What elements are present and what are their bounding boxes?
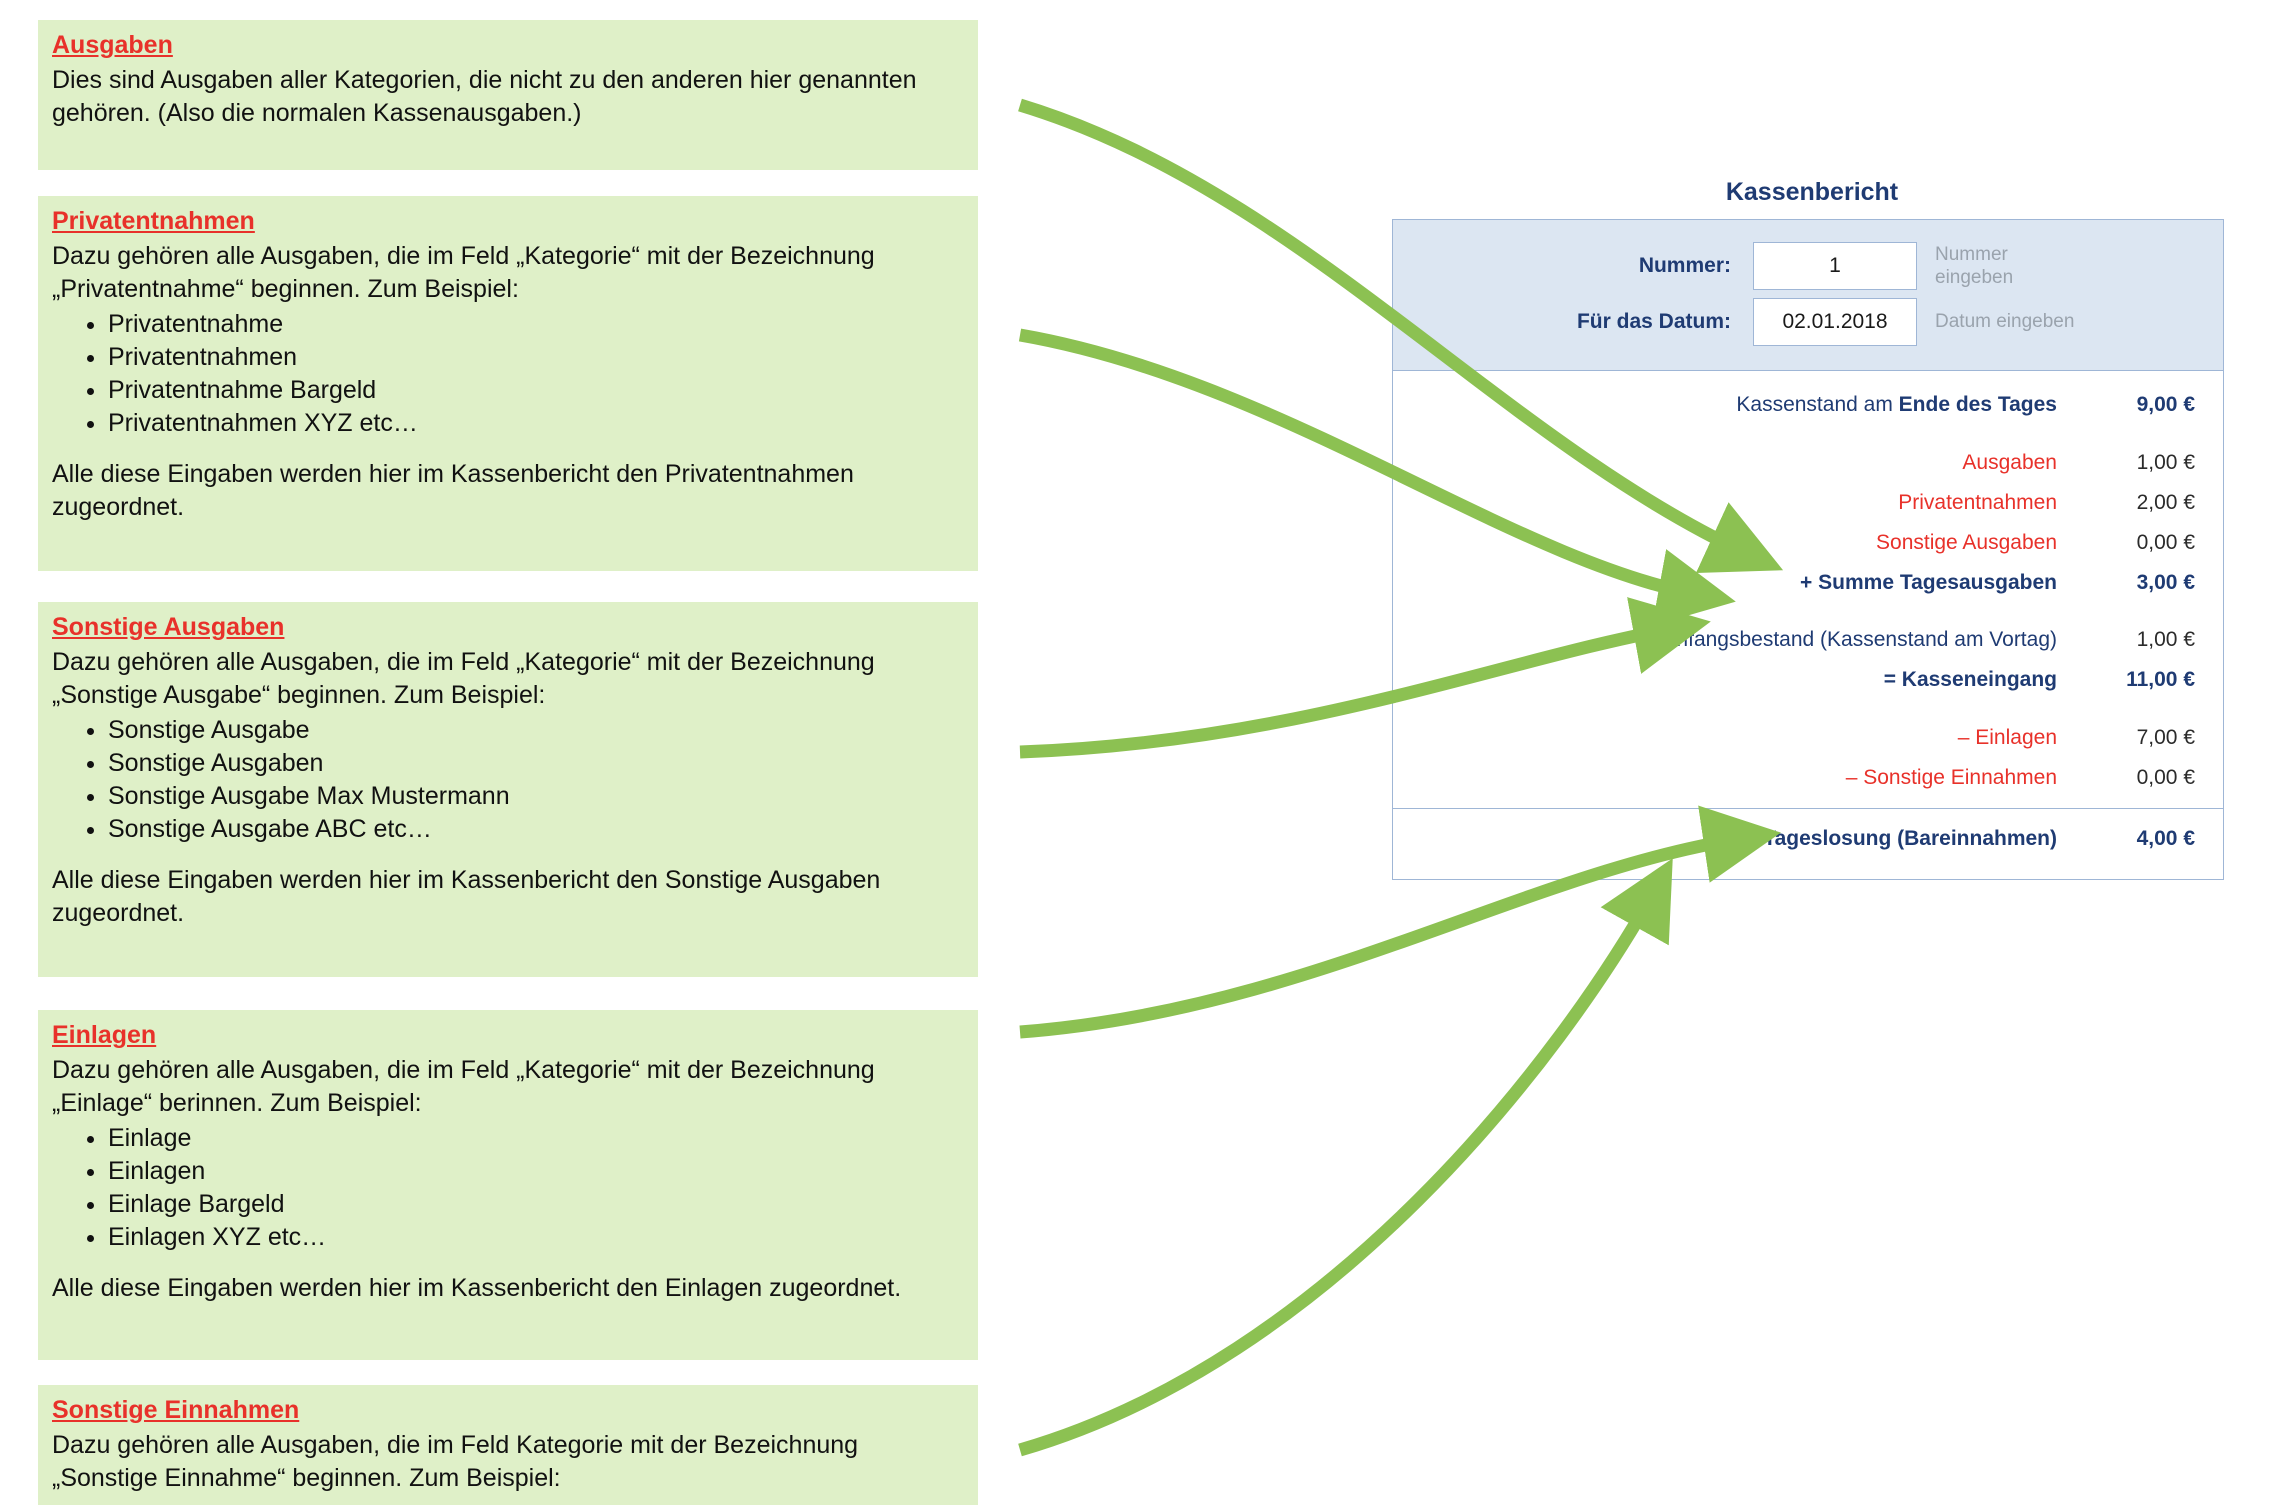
divider [1393, 808, 2223, 809]
list-item: • Privatentnahmen XYZ etc… [108, 407, 964, 440]
note-text: Dazu gehören alle Ausgaben, die im Feld „Kategorie“ mit der Bezeichnung „Sonstige Ausgabe“ beginnen. Zum Beispiel: [52, 648, 875, 709]
list-item: • Einlagen XYZ etc… [108, 1221, 964, 1254]
row-label: Ausgaben [1962, 450, 2057, 474]
row-label: = Tageslosung (Bareinnahmen) [1745, 827, 2057, 851]
row-tageslosung [1421, 819, 2195, 859]
row-amount: 2,00 € [2136, 490, 2195, 514]
row-label: + Summe Tagesausgaben [1800, 570, 2057, 594]
spacer [1421, 602, 2195, 620]
report-frame [1392, 219, 2224, 880]
field-row-nummer [1393, 242, 2223, 290]
row-label-plain: Kassenstand am [1736, 393, 1899, 416]
list-item: • Einlage Bargeld [108, 1188, 964, 1221]
row-ausgaben [1421, 443, 2195, 483]
note-sonstige-ausgaben [38, 602, 978, 977]
note-footer: Alle diese Eingaben werden hier im Kassenbericht den Einlagen zugeordnet. [52, 1274, 902, 1302]
note-text: Dies sind Ausgaben aller Kategorien, die nicht zu den anderen hier genannten gehören. (Also die normalen Kassenausgaben.) [52, 66, 917, 127]
row-label: – Einlagen [1957, 726, 2057, 750]
note-title: Einlagen [52, 1021, 157, 1049]
spacer [1421, 425, 2195, 443]
note-text: Dazu gehören alle Ausgaben, die im Feld „Kategorie“ mit der Bezeichnung „Einlage“ berinnen. Zum Beispiel: [52, 1056, 875, 1117]
report-header [1393, 220, 2223, 371]
row-label: – Anfangsbestand (Kassenstand am Vortag) [1646, 628, 2057, 652]
row-amount: 7,00 € [2136, 726, 2195, 750]
note-footer: Alle diese Eingaben werden hier im Kassenbericht den Sonstige Ausgaben zugeordnet. [52, 866, 881, 927]
row-amount: 1,00 € [2136, 450, 2195, 474]
row-amount: 9,00 € [2136, 393, 2195, 416]
nummer-label: Nummer: [1638, 254, 1731, 277]
nummer-input[interactable]: 1 [1753, 242, 1917, 290]
list-item: • Sonstige Ausgaben [108, 747, 964, 780]
kassenbericht-panel [1392, 178, 2232, 880]
list-item: • Sonstige Ausgabe Max Mustermann [108, 780, 964, 813]
datum-input[interactable]: 02.01.2018 [1753, 298, 1917, 346]
row-summe-tagesausgaben [1421, 563, 2195, 603]
row-label: Privatentnahmen [1898, 490, 2057, 514]
row-sonstige-einnahmen [1421, 758, 2195, 798]
note-einlagen [38, 1010, 978, 1360]
spacer [52, 440, 964, 458]
datum-hint: Datum eingeben [1935, 311, 2075, 333]
row-kassenstand-ende [1421, 385, 2195, 425]
note-sonstige-einnahmen [38, 1385, 978, 1505]
explanation-column [0, 0, 1035, 1492]
list-item: • Einlage [108, 1122, 964, 1155]
note-example-list [52, 308, 964, 440]
note-title: Sonstige Ausgaben [52, 613, 285, 641]
row-anfangsbestand [1421, 620, 2195, 660]
row-amount: 0,00 € [2136, 766, 2195, 790]
spacer [1421, 700, 2195, 718]
row-label-bold: Ende des Tages [1898, 393, 2057, 416]
note-text: Dazu gehören alle Ausgaben, die im Feld Kategorie mit der Bezeichnung „Sonstige Einnahme“ beginnen. Zum Beispiel: [52, 1431, 859, 1492]
note-privatentnahmen [38, 196, 978, 571]
spacer [52, 846, 964, 864]
arrow-sonstige-einnahmen [1020, 890, 1655, 1450]
spacer [52, 1254, 964, 1272]
list-item: • Privatentnahmen [108, 341, 964, 374]
row-amount: 11,00 € [2126, 668, 2195, 692]
row-label: – Sonstige Einnahmen [1845, 766, 2057, 790]
note-title: Sonstige Einnahmen [52, 1396, 300, 1424]
list-item: • Sonstige Ausgabe [108, 714, 964, 747]
row-amount: 0,00 € [2136, 530, 2195, 554]
note-title: Ausgaben [52, 31, 173, 59]
row-einlagen [1421, 718, 2195, 758]
page-title: Kassenbericht [1725, 178, 1899, 206]
note-example-list [52, 1122, 964, 1254]
row-sonstige-ausgaben [1421, 523, 2195, 563]
list-item: • Privatentnahme Bargeld [108, 374, 964, 407]
note-footer: Alle diese Eingaben werden hier im Kassenbericht den Privatentnahmen zugeordnet. [52, 460, 854, 521]
datum-label: Für das Datum: [1576, 310, 1731, 333]
row-label: = Kasseneingang [1883, 668, 2057, 692]
nummer-hint: Nummer eingeben [1935, 243, 2014, 288]
row-amount: 1,00 € [2136, 628, 2195, 652]
row-label [1421, 385, 2077, 425]
list-item: • Privatentnahme [108, 308, 964, 341]
list-item: • Sonstige Ausgabe ABC etc… [108, 813, 964, 846]
note-ausgaben [38, 20, 978, 170]
field-row-datum [1393, 298, 2223, 346]
row-amount: 4,00 € [2136, 827, 2195, 851]
note-example-list [52, 714, 964, 846]
row-privatentnahmen [1421, 483, 2195, 523]
note-text: Dazu gehören alle Ausgaben, die im Feld „Kategorie“ mit der Bezeichnung „Privatentnahme“ beginnen. Zum Beispiel: [52, 242, 875, 303]
report-body [1393, 371, 2223, 879]
note-title: Privatentnahmen [52, 207, 255, 235]
list-item: • Einlagen [108, 1155, 964, 1188]
row-label: Sonstige Ausgaben [1876, 530, 2057, 554]
row-kasseneingang [1421, 660, 2195, 700]
row-amount: 3,00 € [2136, 570, 2195, 594]
